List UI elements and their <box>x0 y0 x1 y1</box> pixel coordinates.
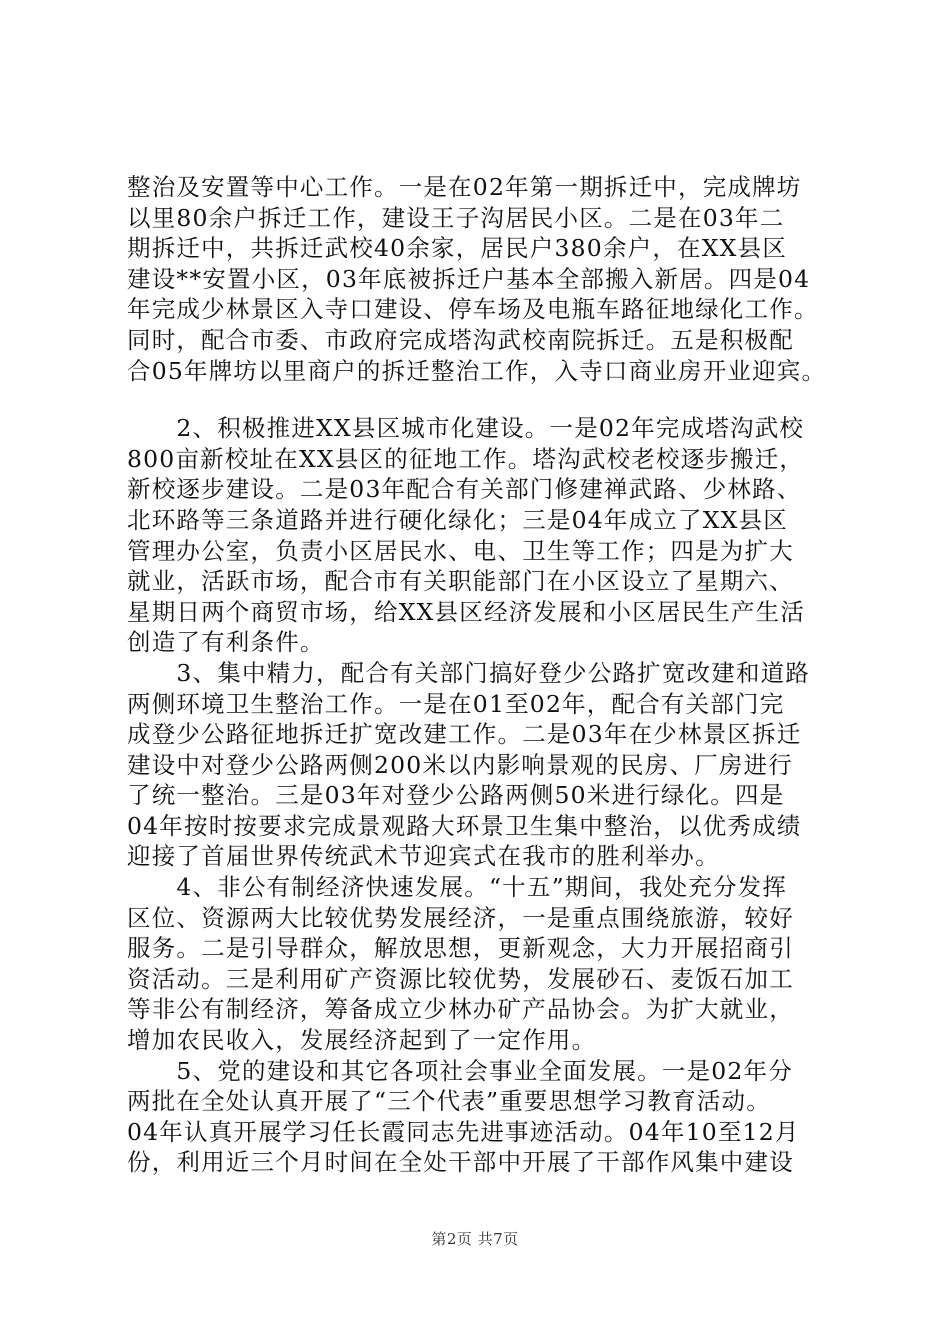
text-line: 建设**安置小区，03年底被拆迁户基本全部搬入新居。四是04 <box>127 264 811 293</box>
paragraph-gap <box>127 386 839 413</box>
text-line: 份，利用近三个月时间在全处干部中开展了干部作风集中建设 <box>127 1148 794 1177</box>
paragraph-urbanization <box>127 413 839 658</box>
text-line: 了统一整治。三是03年对登少公路两侧50米进行绿化。四是 <box>127 781 785 810</box>
paragraph-relocation <box>127 172 839 386</box>
text-line: 同时，配合市委、市政府完成塔沟武校南院拆迁。五是积极配 <box>127 325 794 354</box>
paragraph-party-building <box>127 1056 839 1178</box>
text-line: 整治及安置等中心工作。一是在02年第一期拆迁中，完成牌坊 <box>127 173 802 201</box>
text-line: 800亩新校址在XX县区的征地工作。塔沟武校老校逐步搬迁， <box>127 444 805 473</box>
page-number-footer: 第2页 共7页 <box>431 1230 519 1248</box>
text-line: 以里80余户拆迁工作，建设王子沟居民小区。二是在03年二 <box>127 203 785 232</box>
text-line: 4、非公有制经济快速发展。“十五”期间，我处充分发挥 <box>127 873 788 902</box>
text-line: 两侧环境卫生整治工作。一是在01至02年，配合有关部门完 <box>127 689 785 718</box>
text-line: 建设中对登少公路两侧200米以内影响景观的民房、厂房进行 <box>127 750 793 779</box>
text-line: 2、积极推进XX县区城市化建设。一是02年完成塔沟武校 <box>127 414 805 443</box>
text-line: 区位、资源两大比较优势发展经济，一是重点围绕旅游，较好 <box>127 903 794 932</box>
text-line: 合05年牌坊以里商户的拆迁整治工作，入寺口商业房开业迎宾。 <box>127 356 827 385</box>
text-line: 04年按时按要求完成景观路大环景卫生集中整治，以优秀成绩 <box>127 811 802 840</box>
text-line: 等非公有制经济，筹备成立少林办矿产品协会。为扩大就业， <box>127 995 794 1024</box>
text-line: 北环路等三条道路并进行硬化绿化；三是04年成立了XX县区 <box>127 505 788 534</box>
text-line: 资活动。三是利用矿产资源比较优势，发展砂石、麦饭石加工 <box>127 964 794 993</box>
paragraph-road-renovation <box>127 658 839 872</box>
text-line: 年完成少林景区入寺口建设、停车场及电瓶车路征地绿化工作。 <box>127 295 819 324</box>
text-line: 创造了有利条件。 <box>127 628 325 657</box>
text-line: 成登少公路征地拆迁扩宽改建工作。二是03年在少林景区拆迁 <box>127 720 802 749</box>
text-line: 星期日两个商贸市场，给XX县区经济发展和小区居民生产生活 <box>127 597 806 626</box>
text-line: 增加农民收入，发展经济起到了一定作用。 <box>127 1026 597 1055</box>
text-line: 3、集中精力，配合有关部门搞好登少公路扩宽改建和道路 <box>127 658 811 687</box>
text-line: 04年认真开展学习任长霞同志先进事迹活动。04年10至12月 <box>127 1117 800 1146</box>
text-line: 就业，活跃市场，配合市有关职能部门在小区设立了星期六、 <box>127 567 794 596</box>
text-line: 管理办公室，负责小区居民水、电、卫生等工作；四是为扩大 <box>127 536 794 565</box>
text-line: 新校逐步建设。二是03年配合有关部门修建禅武路、少林路、 <box>127 475 802 504</box>
text-line: 服务。二是引导群众，解放思想，更新观念，大力开展招商引 <box>127 934 794 963</box>
document-body <box>127 172 839 1178</box>
text-line: 迎接了首届世界传统武术节迎宾式在我市的胜利举办。 <box>127 842 720 871</box>
text-line: 5、党的建设和其它各项社会事业全面发展。一是02年分 <box>127 1056 793 1085</box>
text-line: 两批在全处认真开展了“三个代表”重要思想学习教育活动。 <box>127 1087 771 1116</box>
text-line: 期拆迁中，共拆迁武校40余家，居民户380余户，在XX县区 <box>127 234 788 263</box>
paragraph-private-economy <box>127 872 839 1056</box>
